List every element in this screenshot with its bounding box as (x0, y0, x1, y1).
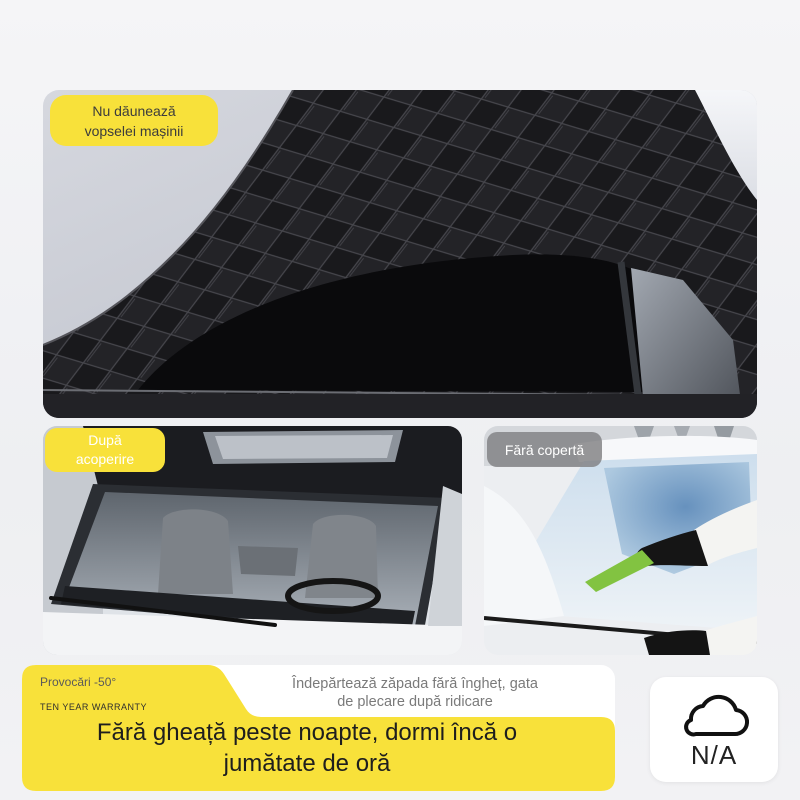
headline-line: Fără gheață peste noapte, dormi încă o (96, 719, 518, 746)
after-cover-badge (45, 428, 165, 472)
no-paint-damage-badge (50, 95, 218, 146)
cloud-icon (678, 693, 750, 739)
warranty-label: TEN YEAR WARRANTY (40, 702, 148, 712)
subtitle-line: Îndepărtează zăpada fără îngheț, gata (292, 676, 538, 692)
without-cover-badge (487, 432, 602, 467)
weather-value: N/A (690, 740, 738, 770)
banner-headline (22, 717, 592, 779)
temperature-challenge-tag: Provocări -50° (40, 675, 117, 689)
badge-line: După (88, 432, 122, 448)
badge-line: acoperire (75, 451, 135, 467)
banner-subtitle (250, 675, 580, 711)
weather-widget (650, 677, 778, 782)
headline-line: jumătate de oră (223, 750, 391, 777)
badge-line: vopselei mașinii (84, 122, 184, 139)
badge-label: Fără copertă (504, 441, 585, 458)
subtitle-line: de plecare după ridicare (337, 694, 493, 710)
badge-line: Nu dăunează (92, 102, 176, 119)
